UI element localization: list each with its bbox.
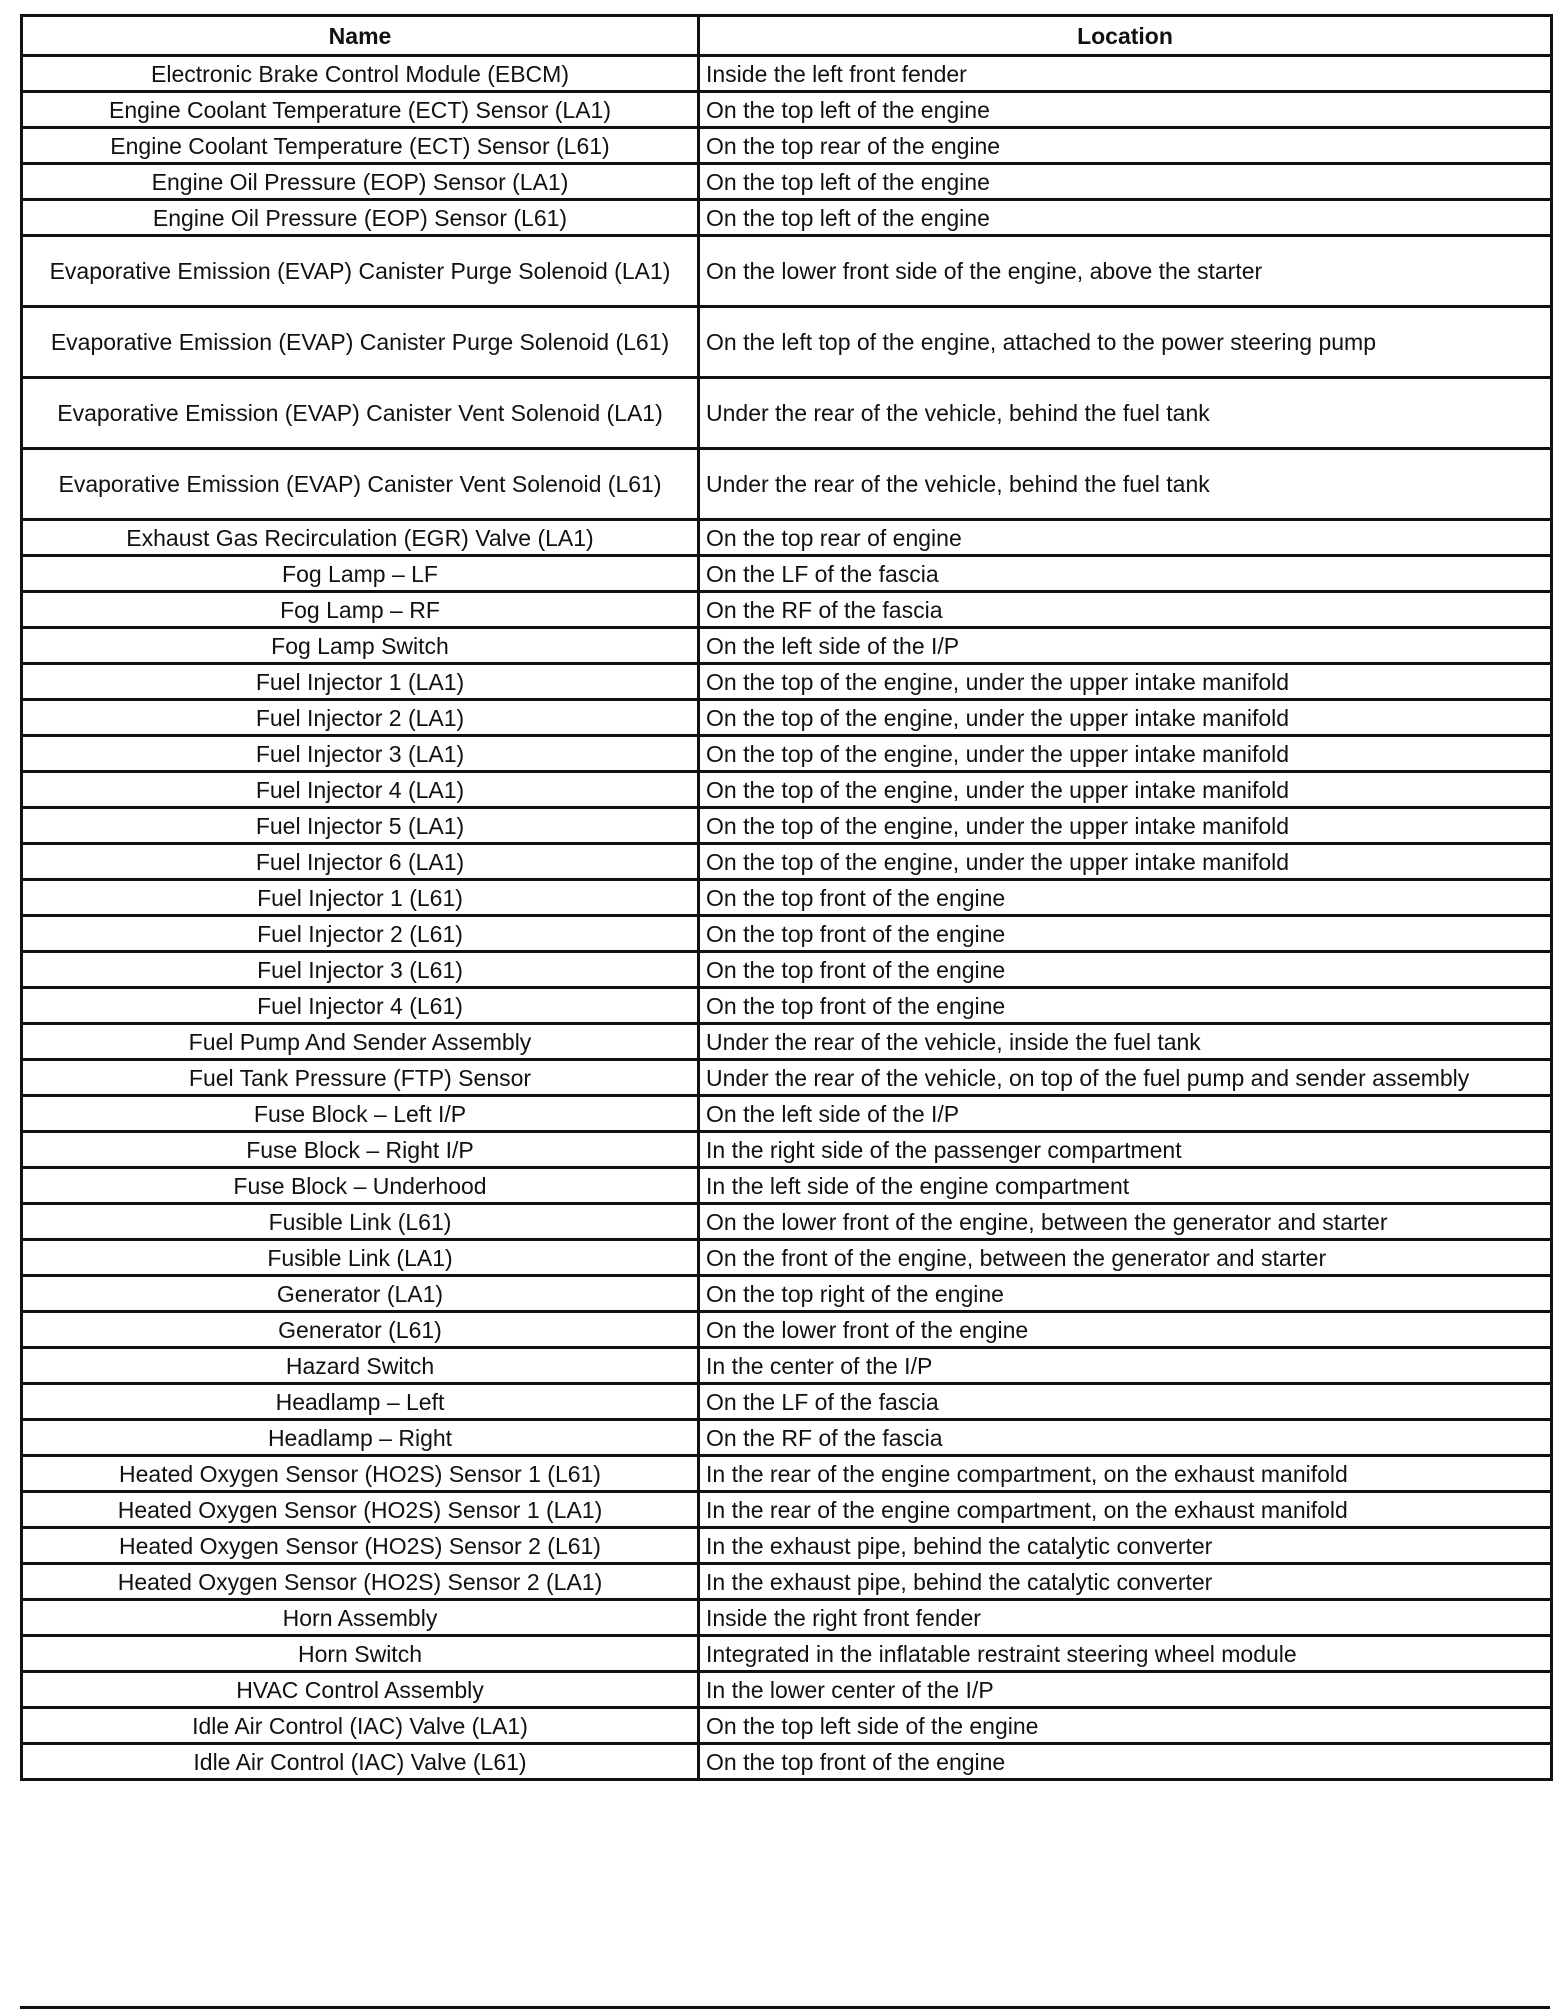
component-location-cell: On the top rear of the engine [699,128,1552,164]
table-row [22,952,1552,988]
table-row [22,916,1552,952]
component-name-cell: Fuel Injector 1 (LA1) [22,664,699,700]
component-name-cell: Evaporative Emission (EVAP) Canister Purge Solenoid (LA1) [22,236,699,307]
component-name-cell: Heated Oxygen Sensor (HO2S) Sensor 2 (LA1) [22,1564,699,1600]
component-location-cell: On the top of the engine, under the upper intake manifold [699,736,1552,772]
component-name-cell: Idle Air Control (IAC) Valve (L61) [22,1744,699,1780]
table-row [22,1456,1552,1492]
component-location-cell: On the top of the engine, under the upper intake manifold [699,844,1552,880]
table-row [22,236,1552,307]
component-location-cell: On the LF of the fascia [699,1384,1552,1420]
component-location-cell: In the rear of the engine compartment, on the exhaust manifold [699,1492,1552,1528]
component-location-cell: On the top front of the engine [699,988,1552,1024]
component-location-cell: On the top of the engine, under the upper intake manifold [699,664,1552,700]
component-name-cell: Fuel Injector 1 (L61) [22,880,699,916]
table-row [22,1348,1552,1384]
component-name-cell: Fuel Injector 5 (LA1) [22,808,699,844]
component-location-cell: In the exhaust pipe, behind the catalytic converter [699,1528,1552,1564]
table-row [22,1636,1552,1672]
table-row [22,1492,1552,1528]
component-location-cell: On the top left of the engine [699,200,1552,236]
component-name-cell: Fuel Injector 2 (LA1) [22,700,699,736]
component-location-cell: Inside the right front fender [699,1600,1552,1636]
component-location-cell: On the top of the engine, under the upper intake manifold [699,808,1552,844]
component-name-cell: Heated Oxygen Sensor (HO2S) Sensor 1 (LA1) [22,1492,699,1528]
table-row [22,700,1552,736]
component-name-cell: Horn Switch [22,1636,699,1672]
component-name-cell: Heated Oxygen Sensor (HO2S) Sensor 2 (L61) [22,1528,699,1564]
table-row [22,56,1552,92]
component-name-cell: Heated Oxygen Sensor (HO2S) Sensor 1 (L61) [22,1456,699,1492]
table-row [22,772,1552,808]
component-location-cell: Under the rear of the vehicle, on top of the fuel pump and sender assembly [699,1060,1552,1096]
table-row [22,1600,1552,1636]
component-name-cell: Fuel Injector 2 (L61) [22,916,699,952]
table-header-row [22,16,1552,56]
component-location-cell: In the rear of the engine compartment, on the exhaust manifold [699,1456,1552,1492]
component-name-cell: Idle Air Control (IAC) Valve (LA1) [22,1708,699,1744]
table-row [22,592,1552,628]
table-row [22,1276,1552,1312]
component-location-cell: In the exhaust pipe, behind the catalytic converter [699,1564,1552,1600]
table-row [22,520,1552,556]
component-location-cell: On the LF of the fascia [699,556,1552,592]
component-name-cell: Fuel Tank Pressure (FTP) Sensor [22,1060,699,1096]
table-row [22,1672,1552,1708]
component-name-cell: Exhaust Gas Recirculation (EGR) Valve (LA1) [22,520,699,556]
component-location-cell: On the lower front side of the engine, above the starter [699,236,1552,307]
component-location-cell: On the lower front of the engine [699,1312,1552,1348]
table-row [22,1168,1552,1204]
component-name-cell: Engine Coolant Temperature (ECT) Sensor (LA1) [22,92,699,128]
table-row [22,1420,1552,1456]
table-row [22,200,1552,236]
table-row [22,307,1552,378]
table-row [22,1564,1552,1600]
component-name-cell: Generator (L61) [22,1312,699,1348]
component-location-cell: On the left side of the I/P [699,628,1552,664]
table-row [22,628,1552,664]
component-name-cell: Engine Coolant Temperature (ECT) Sensor (L61) [22,128,699,164]
component-name-cell: Fuel Pump And Sender Assembly [22,1024,699,1060]
table-row [22,808,1552,844]
component-name-cell: Fusible Link (L61) [22,1204,699,1240]
component-location-cell: On the left side of the I/P [699,1096,1552,1132]
component-location-cell: On the top left of the engine [699,92,1552,128]
component-location-cell: On the front of the engine, between the generator and starter [699,1240,1552,1276]
component-name-cell: Headlamp – Left [22,1384,699,1420]
component-name-cell: Fuel Injector 4 (LA1) [22,772,699,808]
component-location-cell: On the top of the engine, under the upper intake manifold [699,700,1552,736]
table-row [22,449,1552,520]
component-location-cell: On the RF of the fascia [699,1420,1552,1456]
table-row [22,664,1552,700]
component-name-cell: Fuse Block – Left I/P [22,1096,699,1132]
table-row [22,128,1552,164]
component-location-cell: On the top front of the engine [699,952,1552,988]
table-row [22,556,1552,592]
component-location-cell: On the top right of the engine [699,1276,1552,1312]
component-location-cell: Inside the left front fender [699,56,1552,92]
table-row [22,92,1552,128]
table-row [22,1708,1552,1744]
component-name-cell: Generator (LA1) [22,1276,699,1312]
component-name-cell: Fuse Block – Underhood [22,1168,699,1204]
component-location-cell: Under the rear of the vehicle, inside the fuel tank [699,1024,1552,1060]
component-location-cell: On the left top of the engine, attached to the power steering pump [699,307,1552,378]
component-location-cell: On the top front of the engine [699,916,1552,952]
table-row [22,1744,1552,1780]
component-name-cell: Electronic Brake Control Module (EBCM) [22,56,699,92]
component-name-cell: HVAC Control Assembly [22,1672,699,1708]
component-name-cell: Engine Oil Pressure (EOP) Sensor (L61) [22,200,699,236]
component-name-cell: Fog Lamp – RF [22,592,699,628]
component-location-cell: On the top of the engine, under the upper intake manifold [699,772,1552,808]
component-name-cell: Fuel Injector 4 (L61) [22,988,699,1024]
component-name-cell: Fusible Link (LA1) [22,1240,699,1276]
table-row [22,1060,1552,1096]
component-location-cell: In the lower center of the I/P [699,1672,1552,1708]
component-location-cell: In the center of the I/P [699,1348,1552,1384]
table-row [22,880,1552,916]
component-location-cell: On the top left side of the engine [699,1708,1552,1744]
component-location-cell: In the right side of the passenger compartment [699,1132,1552,1168]
table-row [22,1528,1552,1564]
table-body [22,56,1552,1780]
table-bottom-rule [20,2006,1550,2009]
component-name-cell: Horn Assembly [22,1600,699,1636]
table-row [22,1384,1552,1420]
column-header-name: Name [22,16,699,56]
component-location-cell: On the top rear of engine [699,520,1552,556]
component-name-cell: Fuel Injector 3 (L61) [22,952,699,988]
component-name-cell: Fuel Injector 6 (LA1) [22,844,699,880]
component-location-cell: On the top front of the engine [699,1744,1552,1780]
component-name-cell: Fuel Injector 3 (LA1) [22,736,699,772]
component-name-cell: Evaporative Emission (EVAP) Canister Purge Solenoid (L61) [22,307,699,378]
component-name-cell: Headlamp – Right [22,1420,699,1456]
table-row [22,164,1552,200]
component-location-cell: On the lower front of the engine, between the generator and starter [699,1204,1552,1240]
component-name-cell: Engine Oil Pressure (EOP) Sensor (LA1) [22,164,699,200]
table-row [22,1204,1552,1240]
component-name-cell: Fog Lamp – LF [22,556,699,592]
component-location-cell: On the RF of the fascia [699,592,1552,628]
component-name-cell: Evaporative Emission (EVAP) Canister Vent Solenoid (L61) [22,449,699,520]
table-row [22,1240,1552,1276]
table-row [22,1096,1552,1132]
component-name-cell: Fuse Block – Right I/P [22,1132,699,1168]
component-location-cell: Under the rear of the vehicle, behind the fuel tank [699,378,1552,449]
table-row [22,1312,1552,1348]
component-location-table [20,14,1553,1781]
table-row [22,1024,1552,1060]
table-row [22,1132,1552,1168]
component-name-cell: Evaporative Emission (EVAP) Canister Vent Solenoid (LA1) [22,378,699,449]
component-name-cell: Fog Lamp Switch [22,628,699,664]
table-row [22,988,1552,1024]
table-row [22,844,1552,880]
component-location-cell: On the top left of the engine [699,164,1552,200]
component-location-cell: Integrated in the inflatable restraint steering wheel module [699,1636,1552,1672]
component-location-cell: On the top front of the engine [699,880,1552,916]
component-name-cell: Hazard Switch [22,1348,699,1384]
table-row [22,378,1552,449]
component-location-cell: In the left side of the engine compartment [699,1168,1552,1204]
component-location-cell: Under the rear of the vehicle, behind the fuel tank [699,449,1552,520]
table-row [22,736,1552,772]
column-header-location: Location [699,16,1552,56]
